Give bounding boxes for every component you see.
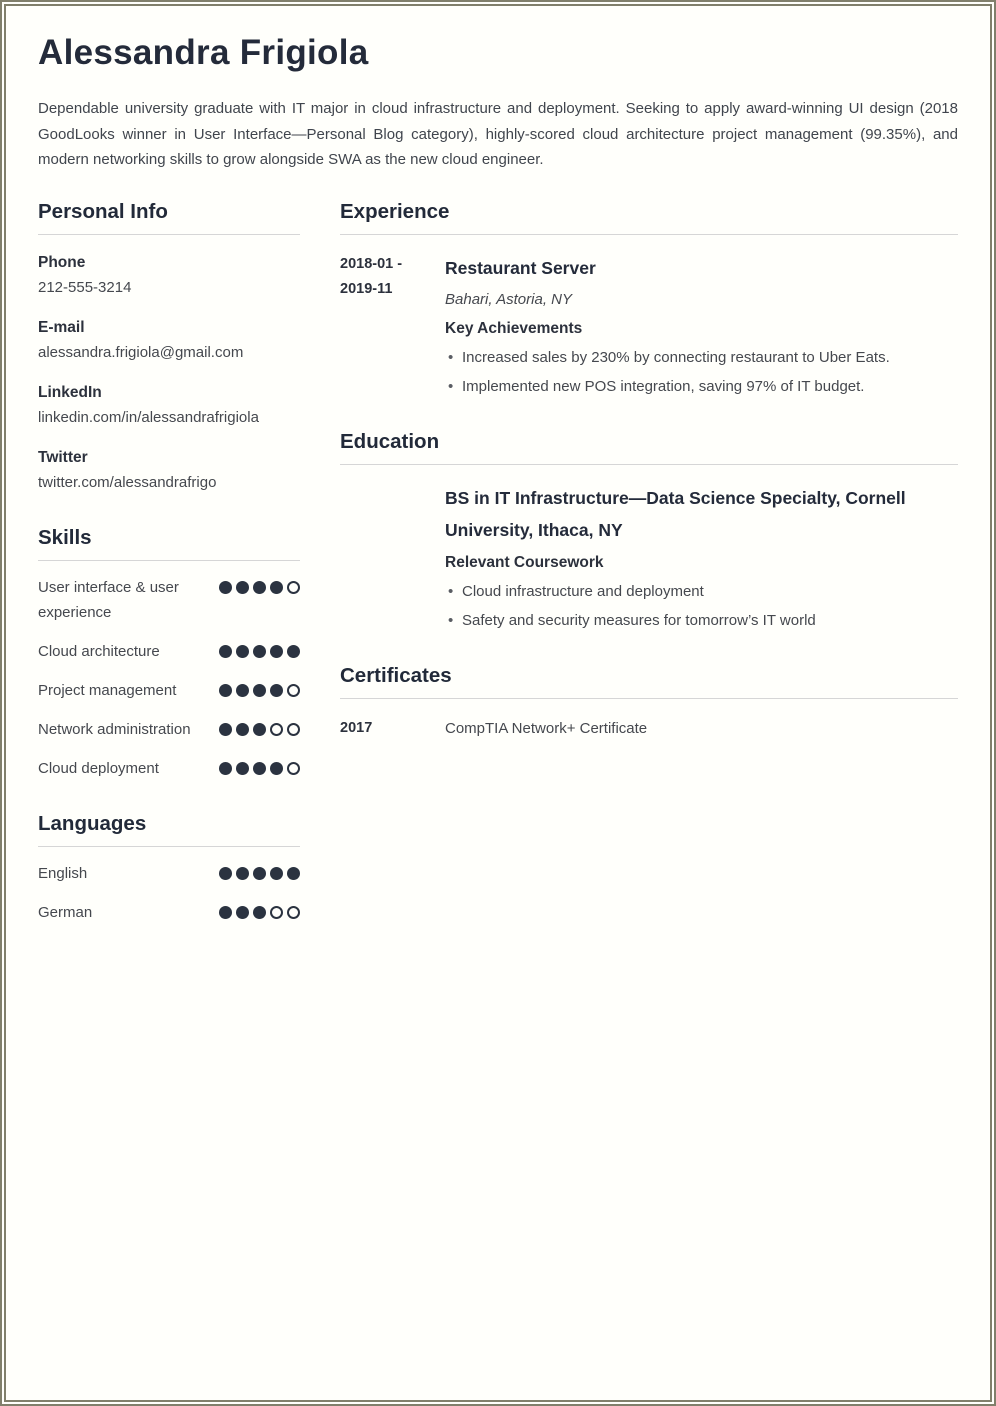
rating-dot-empty xyxy=(270,723,283,736)
certificate-body xyxy=(445,716,958,742)
language-row-name: English xyxy=(38,864,88,882)
language-row xyxy=(38,861,300,886)
rating-dot-filled xyxy=(236,723,249,736)
skill-row xyxy=(38,717,300,742)
personal-info-value: linkedin.com/in/alessandrafrigiola xyxy=(38,408,259,426)
rating-dot-empty xyxy=(287,762,300,775)
education-entry xyxy=(340,482,958,633)
personal-info-label: E-mail xyxy=(38,318,85,336)
rating-dot-filled xyxy=(270,867,283,880)
rating-dot-empty xyxy=(270,906,283,919)
rating-dot-filled xyxy=(270,645,283,658)
bullet-item: • Implemented new POS integration, saving 97% of IT budget. xyxy=(445,374,958,399)
rating-dot-filled xyxy=(219,867,232,880)
rating-dot-filled xyxy=(236,645,249,658)
rating-dot-filled xyxy=(287,867,300,880)
bullet-list xyxy=(445,345,958,399)
skill-row xyxy=(38,756,300,781)
rating-dot-filled xyxy=(236,684,249,697)
rating-dot-filled xyxy=(253,723,266,736)
bullet-item: • Cloud infrastructure and deployment xyxy=(445,579,958,604)
left-column xyxy=(38,199,300,925)
rating-dot-filled xyxy=(236,906,249,919)
rating-dots xyxy=(219,756,300,775)
education-body xyxy=(445,482,958,633)
bullet-item: • Increased sales by 230% by connecting restaurant to Uber Eats. xyxy=(445,345,958,370)
personal-info-item xyxy=(38,315,300,365)
rating-dot-filled xyxy=(219,906,232,919)
rating-dot-filled xyxy=(287,645,300,658)
rating-dot-filled xyxy=(253,684,266,697)
section-skills xyxy=(38,525,300,781)
rating-dot-filled xyxy=(270,762,283,775)
languages-heading: Languages xyxy=(38,811,300,847)
skill-row-name: Cloud architecture xyxy=(38,642,160,660)
rating-dot-filled xyxy=(219,723,232,736)
personal-info-value: 212-555-3214 xyxy=(38,278,132,296)
skill-row xyxy=(38,678,300,703)
rating-dots xyxy=(219,678,300,697)
rating-dot-filled xyxy=(236,867,249,880)
personal-info-label: LinkedIn xyxy=(38,383,102,401)
personal-info-value: alessandra.frigiola@gmail.com xyxy=(38,343,244,361)
job-location: Bahari, Astoria, NY xyxy=(445,290,572,308)
experience-body xyxy=(445,252,958,399)
personal-info-label: Twitter xyxy=(38,448,88,466)
rating-dots xyxy=(219,861,300,880)
two-column-layout xyxy=(38,199,958,925)
date-start: 2018-01 - xyxy=(340,255,403,272)
experience-dates xyxy=(340,252,445,399)
rating-dot-filled xyxy=(253,867,266,880)
rating-dot-filled xyxy=(236,581,249,594)
rating-dot-filled xyxy=(219,762,232,775)
bullet-item: • Safety and security measures for tomorrow’s IT world xyxy=(445,608,958,633)
rating-dot-filled xyxy=(270,684,283,697)
degree-title: BS in IT Infrastructure—Data Science Specialty, Cornell University, Ithaca, NY xyxy=(445,487,906,540)
personal-info-list xyxy=(38,250,300,495)
rating-dot-filled xyxy=(219,581,232,594)
education-dates xyxy=(340,482,445,633)
skills-list xyxy=(38,575,300,781)
section-languages xyxy=(38,811,300,925)
rating-dot-filled xyxy=(270,581,283,594)
personal-info-label: Phone xyxy=(38,253,86,271)
section-education xyxy=(340,429,958,633)
rating-dot-empty xyxy=(287,906,300,919)
skill-row xyxy=(38,639,300,664)
rating-dots xyxy=(219,717,300,736)
achievements-subheading: Key Achievements xyxy=(445,319,583,337)
languages-list xyxy=(38,861,300,925)
job-title: Restaurant Server xyxy=(445,257,596,278)
skill-row-name: User interface & user experience xyxy=(38,578,179,621)
language-row xyxy=(38,900,300,925)
date-end: 2019-11 xyxy=(340,281,393,297)
personal-info-value: twitter.com/alessandrafrigo xyxy=(38,473,217,491)
experience-list xyxy=(340,252,958,399)
section-certificates xyxy=(340,663,958,742)
resume-content xyxy=(6,6,990,925)
candidate-name: Alessandra Frigiola xyxy=(38,33,369,72)
section-experience xyxy=(340,199,958,399)
section-personal-info xyxy=(38,199,300,495)
skill-row-name: Cloud deployment xyxy=(38,759,159,777)
personal-info-item xyxy=(38,380,300,430)
coursework-subheading: Relevant Coursework xyxy=(445,553,604,571)
rating-dot-filled xyxy=(253,762,266,775)
right-column xyxy=(340,199,958,925)
personal-info-item xyxy=(38,445,300,495)
certificate-date: 2017 xyxy=(340,719,373,736)
language-row-name: German xyxy=(38,903,93,921)
rating-dot-filled xyxy=(219,684,232,697)
skill-row xyxy=(38,575,300,625)
rating-dot-filled xyxy=(236,762,249,775)
professional-summary: Dependable university graduate with IT major in cloud infrastructure and deployment. Seeking to apply award-winning UI design (2018 GoodLooks winner in User Interface—Personal Blog category), highly-scored cloud architecture project management (99.35%), and modern networking skills to grow alongside SWA as the new cloud engineer. xyxy=(38,100,958,168)
bullet-list xyxy=(445,579,958,633)
certificate-title: CompTIA Network+ Certificate xyxy=(445,719,648,737)
skill-row-name: Network administration xyxy=(38,720,191,738)
rating-dot-empty xyxy=(287,723,300,736)
rating-dot-filled xyxy=(219,645,232,658)
personal-info-item xyxy=(38,250,300,300)
rating-dot-filled xyxy=(253,906,266,919)
education-heading: Education xyxy=(340,429,958,465)
certificates-list xyxy=(340,716,958,742)
experience-heading: Experience xyxy=(340,199,958,235)
education-list xyxy=(340,482,958,633)
rating-dots xyxy=(219,900,300,919)
rating-dots xyxy=(219,575,300,594)
personal-info-heading: Personal Info xyxy=(38,199,300,235)
skill-row-name: Project management xyxy=(38,681,177,699)
rating-dot-empty xyxy=(287,581,300,594)
certificate-entry xyxy=(340,716,958,742)
experience-entry xyxy=(340,252,958,399)
certificates-heading: Certificates xyxy=(340,663,958,699)
rating-dot-empty xyxy=(287,684,300,697)
skills-heading: Skills xyxy=(38,525,300,561)
rating-dot-filled xyxy=(253,581,266,594)
rating-dots xyxy=(219,639,300,658)
rating-dot-filled xyxy=(253,645,266,658)
